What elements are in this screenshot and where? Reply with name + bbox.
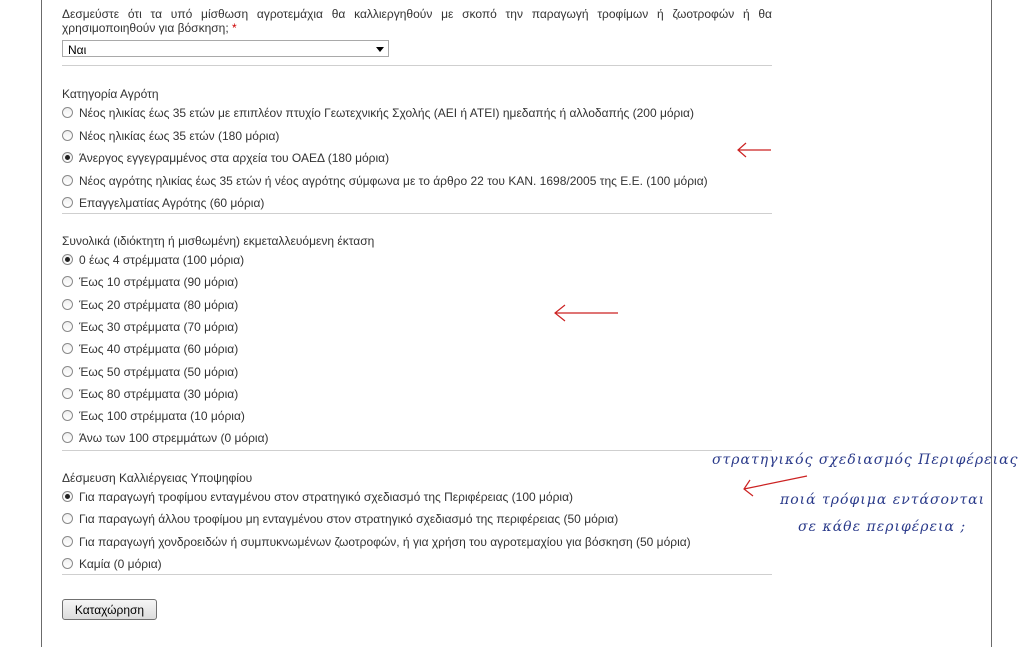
total-area-radio[interactable] bbox=[62, 321, 73, 332]
section-divider bbox=[62, 574, 772, 575]
red-arrow-icon bbox=[553, 303, 619, 323]
total-area-option-label: Έως 80 στρέμματα (30 μόρια) bbox=[79, 386, 239, 401]
cultivation-commitment-option-label: Για παραγωγή τροφίμου ενταγμένου στον στρατηγικό σχεδιασμό της Περιφέρειας (100 μόρια) bbox=[79, 490, 574, 504]
total-area-label: Συνολικά (ιδιόκτητη ή μισθωμένη) εκμεταλλευόμενη έκταση bbox=[62, 234, 375, 248]
total-area-option-label: Έως 40 στρέμματα (60 μόρια) bbox=[79, 342, 239, 357]
farmer-category-radio[interactable] bbox=[62, 107, 73, 118]
farmer-category-radio[interactable] bbox=[62, 175, 73, 186]
total-area-option-label: 0 έως 4 στρέμματα (100 μόρια) bbox=[79, 253, 245, 267]
farmer-category-radio[interactable] bbox=[62, 152, 73, 163]
total-area-option-label: Έως 100 στρέμματα (10 μόρια) bbox=[79, 409, 245, 424]
red-arrow-icon bbox=[736, 142, 772, 158]
cultivation-commitment-option-label: Για παραγωγή χονδροειδών ή συμπυκνωμένων ζωοτροφών, ή για χρήση του αγροτεμαχίου για βόσκηση (50 μόρια) bbox=[79, 534, 691, 549]
section-divider bbox=[62, 213, 772, 214]
annotation-line-3: σε κάθε περιφέρεια ; bbox=[798, 519, 967, 535]
section-divider bbox=[62, 65, 772, 66]
total-area-option-label: Έως 20 στρέμματα (80 μόρια) bbox=[79, 297, 239, 312]
farmer-category-option-label: Άνεργος εγγεγραμμένος στα αρχεία του ΟΑΕΔ (180 μόρια) bbox=[79, 151, 390, 165]
total-area-radio[interactable] bbox=[62, 254, 73, 265]
total-area-option-label: Έως 10 στρέμματα (90 μόρια) bbox=[79, 275, 239, 290]
cultivation-commitment-option-label: Για παραγωγή άλλου τροφίμου μη ενταγμένου στον στρατηγικό σχεδιασμό της περιφέρειας (50 μόρια) bbox=[79, 512, 619, 527]
farmer-category-radio[interactable] bbox=[62, 130, 73, 141]
total-area-radio[interactable] bbox=[62, 276, 73, 287]
page-frame-left-border bbox=[41, 0, 42, 647]
cultivation-commitment-radio[interactable] bbox=[62, 558, 73, 569]
total-area-radio[interactable] bbox=[62, 343, 73, 354]
farmer-category-option-label: Νέος ηλικίας έως 35 ετών (180 μόρια) bbox=[79, 128, 280, 143]
farmer-category-option-label: Νέος αγρότης ηλικίας έως 35 ετών ή νέος αγρότης σύμφωνα με το άρθρο 22 του ΚΑΝ. 1698/2005 της Ε.Ε. (100 μόρια) bbox=[79, 173, 708, 188]
total-area-radio[interactable] bbox=[62, 366, 73, 377]
total-area-option-label: Άνω των 100 στρεμμάτων (0 μόρια) bbox=[79, 431, 269, 446]
cultivation-commitment-radio[interactable] bbox=[62, 536, 73, 547]
farmer-category-option-label: Επαγγελματίας Αγρότης (60 μόρια) bbox=[79, 196, 265, 210]
lease-commitment-question: Δεσμεύστε ότι τα υπό μίσθωση αγροτεμάχια θα καλλιεργηθούν με σκοπό την παραγωγή τροφίμων ή ζωοτροφών ή θα χρησιμοποιηθούν για βόσκηση; * bbox=[62, 7, 772, 35]
total-area-radio[interactable] bbox=[62, 299, 73, 310]
required-asterisk: * bbox=[232, 21, 237, 35]
total-area-radio[interactable] bbox=[62, 388, 73, 399]
total-area-radio[interactable] bbox=[62, 410, 73, 421]
cultivation-commitment-radio[interactable] bbox=[62, 513, 73, 524]
annotation-line-2: ποιά τρόφιμα εντάσονται bbox=[780, 492, 986, 508]
dropdown-arrow-icon[interactable] bbox=[376, 47, 384, 52]
farmer-category-option-label: Νέος ηλικίας έως 35 ετών με επιπλέον πτυχίο Γεωτεχνικής Σχολής (ΑΕΙ ή ΑΤΕΙ) ημεδαπής ή αλλοδαπής (200 μόρια) bbox=[79, 106, 694, 120]
submit-button[interactable]: Καταχώρηση bbox=[62, 599, 157, 620]
farmer-category-radio[interactable] bbox=[62, 197, 73, 208]
lease-commitment-selected-value: Ναι bbox=[68, 43, 87, 57]
farmer-category-label: Κατηγορία Αγρότη bbox=[62, 87, 159, 101]
cultivation-commitment-option-label: Καμία (0 μόρια) bbox=[79, 556, 162, 571]
cultivation-commitment-radio[interactable] bbox=[62, 491, 73, 502]
cultivation-commitment-label: Δέσμευση Καλλιέργειας Υποψηφίου bbox=[62, 471, 253, 485]
annotation-line-1: στρατηγικός σχεδιασμός Περιφέρειας bbox=[712, 452, 1019, 468]
page-frame-right-border bbox=[991, 0, 992, 647]
total-area-radio[interactable] bbox=[62, 432, 73, 443]
total-area-option-label: Έως 30 στρέμματα (70 μόρια) bbox=[79, 319, 239, 334]
section-divider bbox=[62, 450, 772, 451]
total-area-option-label: Έως 50 στρέμματα (50 μόρια) bbox=[79, 364, 239, 379]
lease-commitment-select[interactable] bbox=[62, 40, 389, 57]
